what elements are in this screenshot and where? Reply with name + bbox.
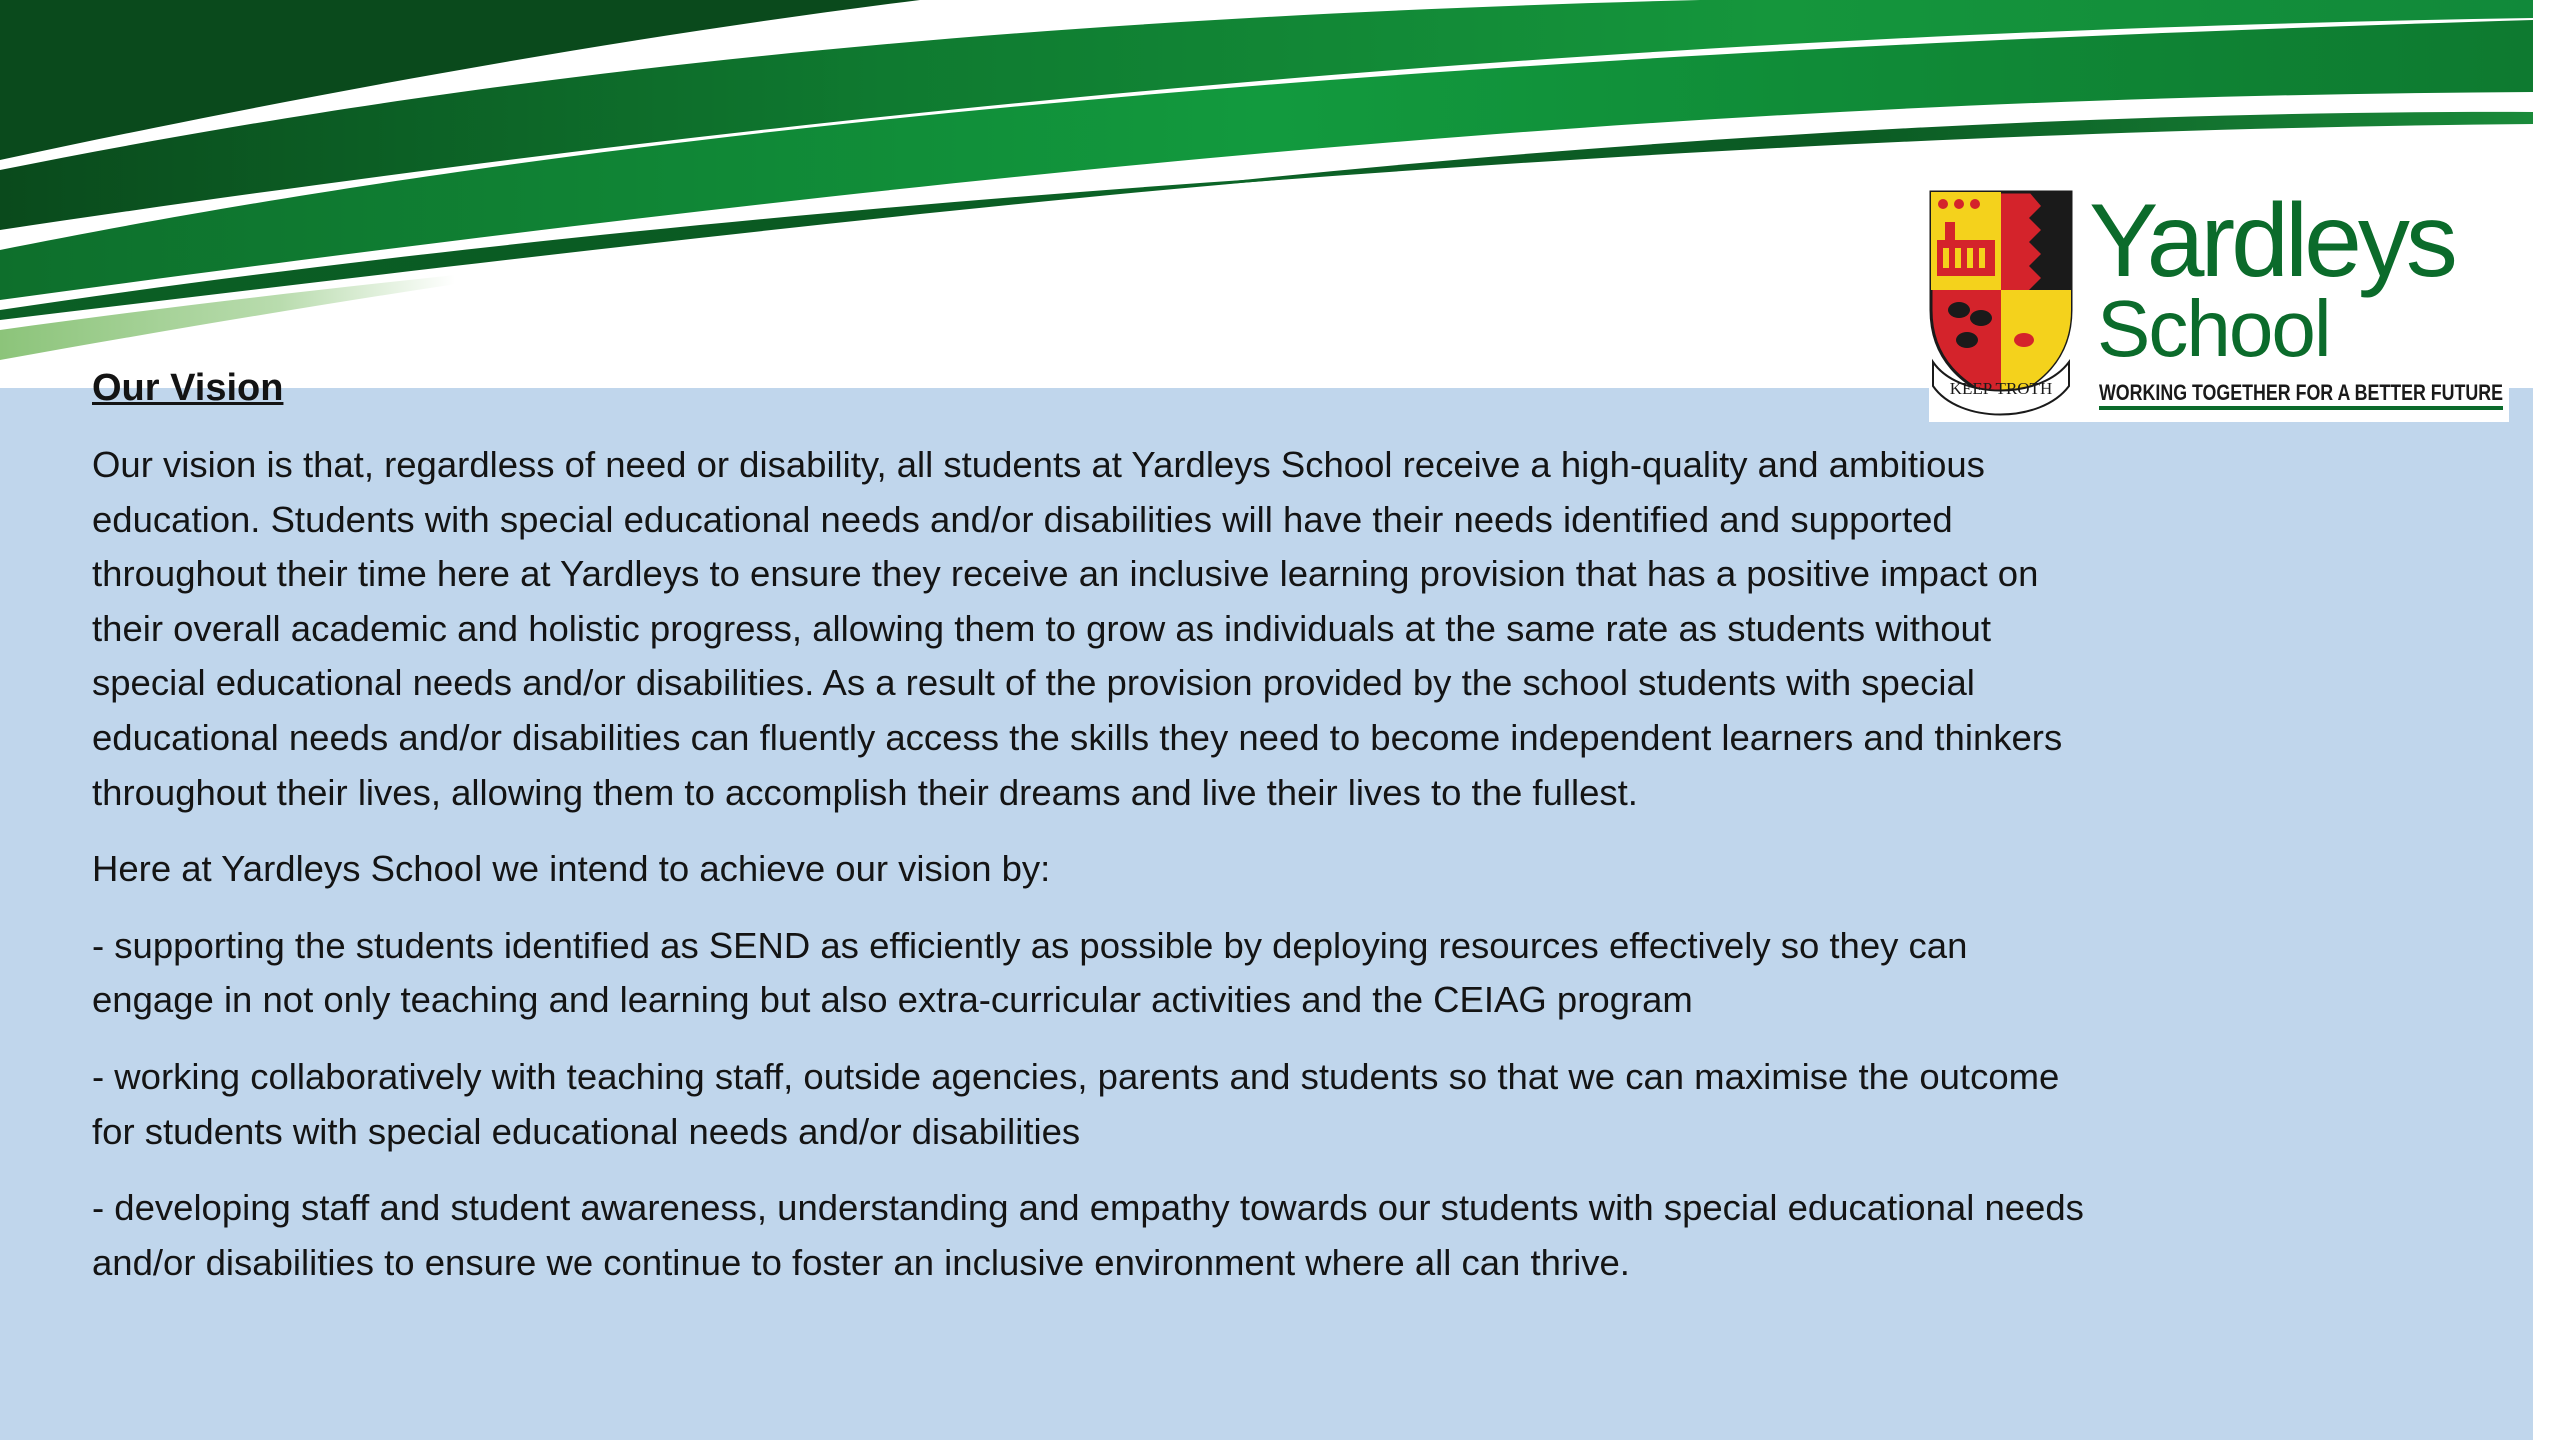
- crest-scroll-text: KEEP TROTH: [1949, 379, 2053, 398]
- logo-motto: WORKING TOGETHER FOR A BETTER FUTURE: [2099, 380, 2503, 405]
- vision-point: - developing staff and student awareness, understanding and empathy towards our students with special educational needs and/or disabilities to ensure we continue to foster an inclusive environment where all can thrive.: [92, 1187, 2084, 1283]
- lead-in-paragraph: Here at Yardleys School we intend to achieve our vision by:: [92, 848, 1051, 890]
- window-edge: [2533, 0, 2560, 1440]
- page-title: Our Vision: [92, 367, 284, 409]
- logo-wordmark-line1: Yardleys: [2089, 183, 2454, 299]
- vision-content: [92, 360, 2092, 1312]
- vision-point: - working collaboratively with teaching staff, outside agencies, parents and students so that we can maximise the outcome for students with special educational needs and/or disabilities: [92, 1055, 2060, 1152]
- logo-wordmark-line2: School: [2097, 284, 2330, 373]
- vision-point: - supporting the students identified as SEND as efficiently as possible by deploying resources effectively so they can engage in not only teaching and learning but also extra-curricular activities and the CEIAG program: [92, 924, 1968, 1021]
- vision-intro-paragraph: Our vision is that, regardless of need or disability, all students at Yardleys School receive a high-quality and ambitious education. Students with special educational needs and/or disabilities will have their needs identified and supported throughout their time here at Yardleys to ensure they receive an inclusive learning provision that has a positive impact on their overall academic and holistic progress, allowing them to grow as individuals at the same rate as students without special educational needs and/or disabilities. As a result of the provision provided by the school students with special educational needs and/or disabilities can fluently access the skills they need to become independent learners and thinkers throughout their lives, allowing them to accomplish their dreams and live their lives to the fullest.: [92, 444, 2063, 813]
